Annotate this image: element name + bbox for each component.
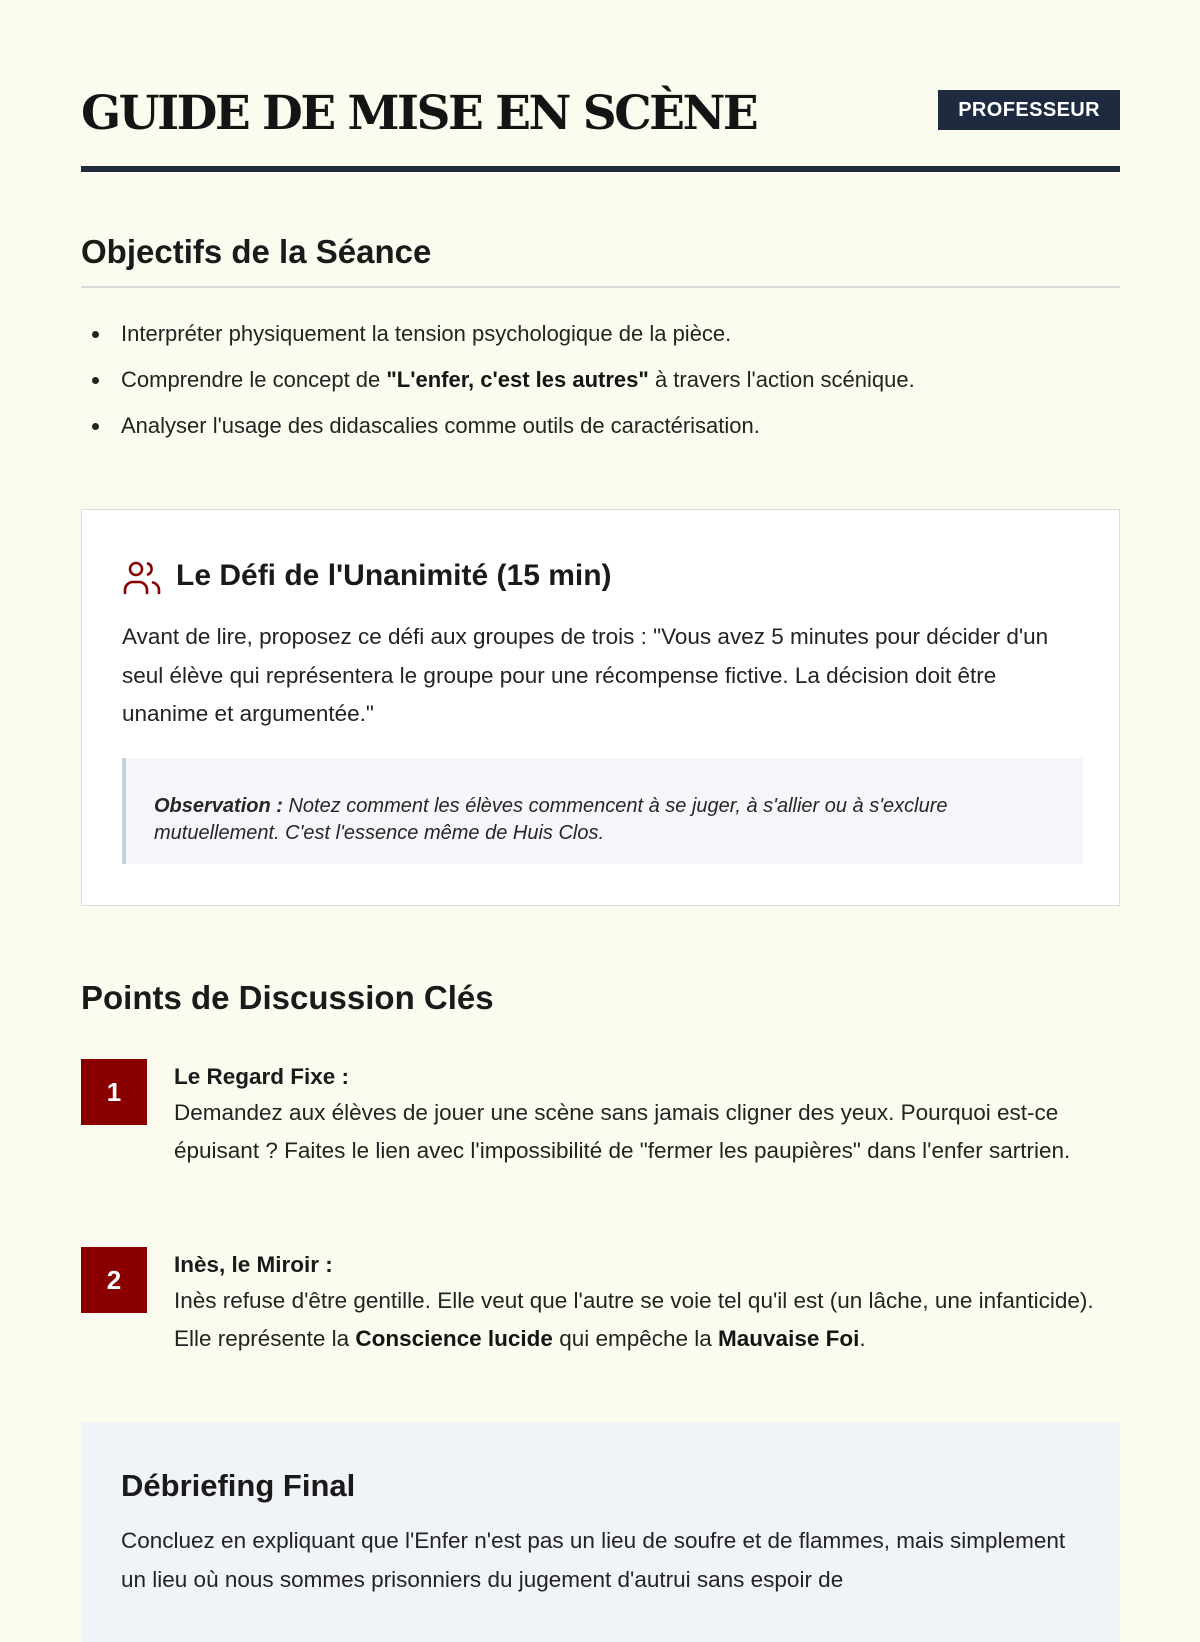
header-divider: [81, 166, 1120, 172]
item-number: 2: [81, 1247, 147, 1313]
debrief-text: Concluez en expliquant que l'Enfer n'est pas un lieu de soufre et de flammes, mais simplement un lieu où nous sommes prisonniers du jugement d'autrui sans espoir de: [121, 1528, 1066, 1592]
users-icon: [122, 557, 162, 597]
role-badge: PROFESSEUR: [938, 90, 1120, 130]
discussion-label: Le Regard Fixe :: [174, 1064, 350, 1089]
discussion-text-part: Inès refuse d'être gentille. Elle veut que l'autre se voie tel qu'il est (un lâche, une infanticide). Elle représente la: [174, 1288, 1094, 1351]
discussion-text: [174, 1282, 1120, 1358]
objective-item: [81, 314, 1120, 360]
header: [81, 84, 1120, 144]
objective-item: [81, 406, 1120, 452]
objectives-list: [81, 314, 1120, 452]
objective-item: [81, 360, 1120, 406]
observation-note: [122, 758, 1083, 864]
challenge-title: Le Défi de l'Unanimité (15 min): [176, 559, 612, 592]
discussion-label: Inès, le Miroir :: [174, 1252, 333, 1277]
debrief-title: Débriefing Final: [121, 1468, 356, 1503]
observation-body: Notez comment les élèves commencent à se juger, à s'allier ou à s'exclure mutuellement. C'est l'essence même de Huis Clos.: [154, 795, 948, 844]
page-title: GUIDE DE MISE EN SCÈNE: [81, 86, 757, 141]
debrief-box: [81, 1422, 1120, 1642]
challenge-card: [81, 509, 1120, 906]
objective-text: Interpréter physiquement la tension psychologique de la pièce.: [121, 321, 732, 346]
discussion-title: Points de Discussion Clés: [81, 979, 494, 1016]
discussion-emphasis: Conscience lucide: [355, 1326, 553, 1351]
objective-text: Analyser l'usage des didascalies comme outils de caractérisation.: [121, 413, 760, 438]
challenge-text: Avant de lire, proposez ce défi aux groupes de trois : "Vous avez 5 minutes pour décider d'un seul élève qui représentera le groupe pour une récompense fictive. La décision doit être unanime et argumentée.": [122, 624, 1049, 726]
discussion-text: Demandez aux élèves de jouer une scène sans jamais cligner des yeux. Pourquoi est-ce épuisant ? Faites le lien avec l'impossibilité de "fermer les paupières" dans l'enfer sartrien.: [174, 1100, 1071, 1163]
discussion-emphasis: Mauvaise Foi: [718, 1326, 860, 1351]
discussion-text-part: qui empêche la: [552, 1326, 719, 1351]
objectives-divider: [81, 286, 1120, 288]
observation-label: Observation :: [154, 795, 283, 817]
item-number: 1: [81, 1059, 147, 1125]
objectives-title: Objectifs de la Séance: [81, 233, 432, 270]
objective-text: Comprendre le concept de: [121, 367, 387, 392]
objective-quote: "L'enfer, c'est les autres": [386, 367, 649, 392]
discussion-text-part: .: [859, 1326, 866, 1351]
objective-text: à travers l'action scénique.: [648, 367, 915, 392]
observation-text: [154, 793, 1034, 847]
